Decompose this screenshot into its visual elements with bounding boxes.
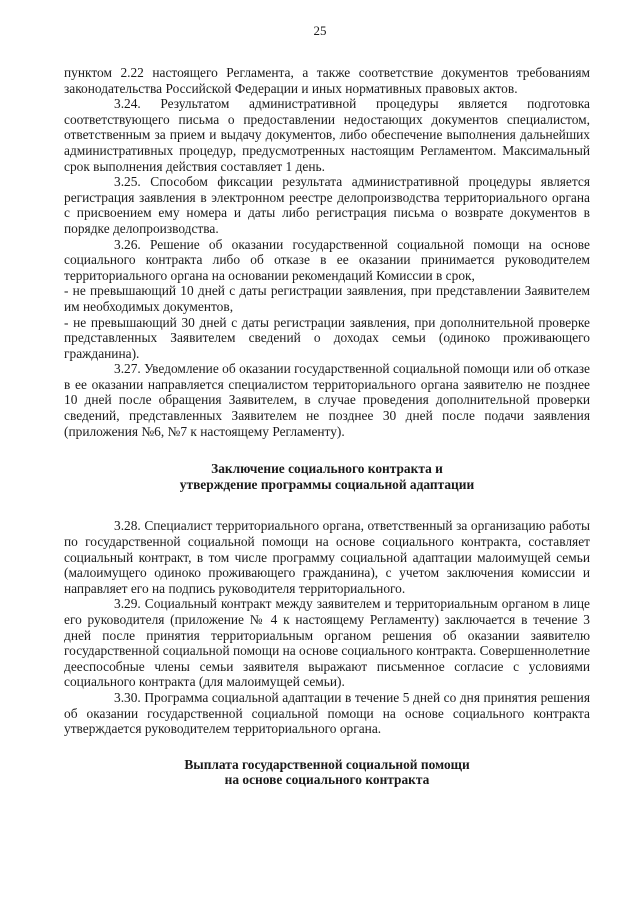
heading-line: на основе социального контракта xyxy=(224,772,430,788)
paragraph-3-27: 3.27. Уведомление об оказании государственной социальной помощи или об отказе в ее оказании направляется специалистом территориального органа заявителю не позднее 10 дней после обращения Заявителем, в случае проведения дополнительной проверки сведений, представленных Заявителем не позднее 30 дней после подачи заявления (приложения №6, №7 к настоящему Регламенту). xyxy=(64,361,590,439)
paragraph-3-30: 3.30. Программа социальной адаптации в течение 5 дней со дня принятия решения об оказании государственной социальной помощи на основе социального контракта утверждается руководителем территориального органа. xyxy=(64,689,590,737)
page-number: 25 xyxy=(313,23,327,38)
document-body xyxy=(64,65,590,788)
paragraph-3-25: 3.25. Способом фиксации результата административной процедуры является регистрация заявления в электронном реестре делопроизводства территориального органа с присвоением ему номера и даты либо регистрация письма о возврате документов в порядке делопроизводства. xyxy=(64,174,590,236)
paragraph-continuation: пунктом 2.22 настоящего Регламента, а также соответствие документов требованиям законодательства Российской Федерации и иных нормативных правовых актов. xyxy=(64,65,590,96)
heading-line: Заключение социального контракта и xyxy=(211,461,443,477)
heading-line: Выплата государственной социальной помощи xyxy=(184,756,470,772)
section-heading-payment xyxy=(64,757,590,788)
section-heading-contract xyxy=(64,461,590,492)
dash-item-30-days: - не превышающий 30 дней с даты регистрации заявления, при дополнительной проверке представленных Заявителем сведений о доходах семьи (одиноко проживающего гражданина). xyxy=(64,314,590,361)
paragraph-3-29: 3.29. Социальный контракт между заявителем и территориальным органом в лице его руководителя (приложение № 4 к настоящему Регламенту) заключается в течение 3 дней после принятия территориальным органом решения об оказании заявителю государственной социальной помощи на основе социального контракта. Совершеннолетние дееспособные члены семьи заявителя выражают письменное согласие с условиями социального контракта (для малоимущей семьи). xyxy=(64,596,590,690)
paragraph-3-28: 3.28. Специалист территориального органа, ответственный за организацию работы по государственной социальной помощи на основе социального контракта, составляет социальный контракт, в том числе программу социальной адаптации малоимущей семьи (малоимущего одиноко проживающего гражданина), с учетом заключения комиссии и направляет его на подпись руководителя территориального. xyxy=(64,518,590,596)
heading-line: утверждение программы социальной адаптации xyxy=(179,476,475,492)
paragraph-3-26: 3.26. Решение об оказании государственной социальной помощи на основе социального контракта либо об отказе в ее оказании принимается руководителем территориального органа на основании рекомендаций Комиссии в срок, xyxy=(64,236,590,283)
dash-item-10-days: - не превышающий 10 дней с даты регистрации заявления, при представлении Заявителем им необходимых документов, xyxy=(64,283,590,314)
paragraph-3-24: 3.24. Результатом административной процедуры является подготовка соответствующего письма о предоставлении недостающих документов специалистом, ответственным за прием и выдачу документов, либо обеспечение выполнения дальнейших административных процедур, предусмотренных настоящим Регламентом. Максимальный срок выполнения действия составляет 1 день. xyxy=(64,96,590,174)
